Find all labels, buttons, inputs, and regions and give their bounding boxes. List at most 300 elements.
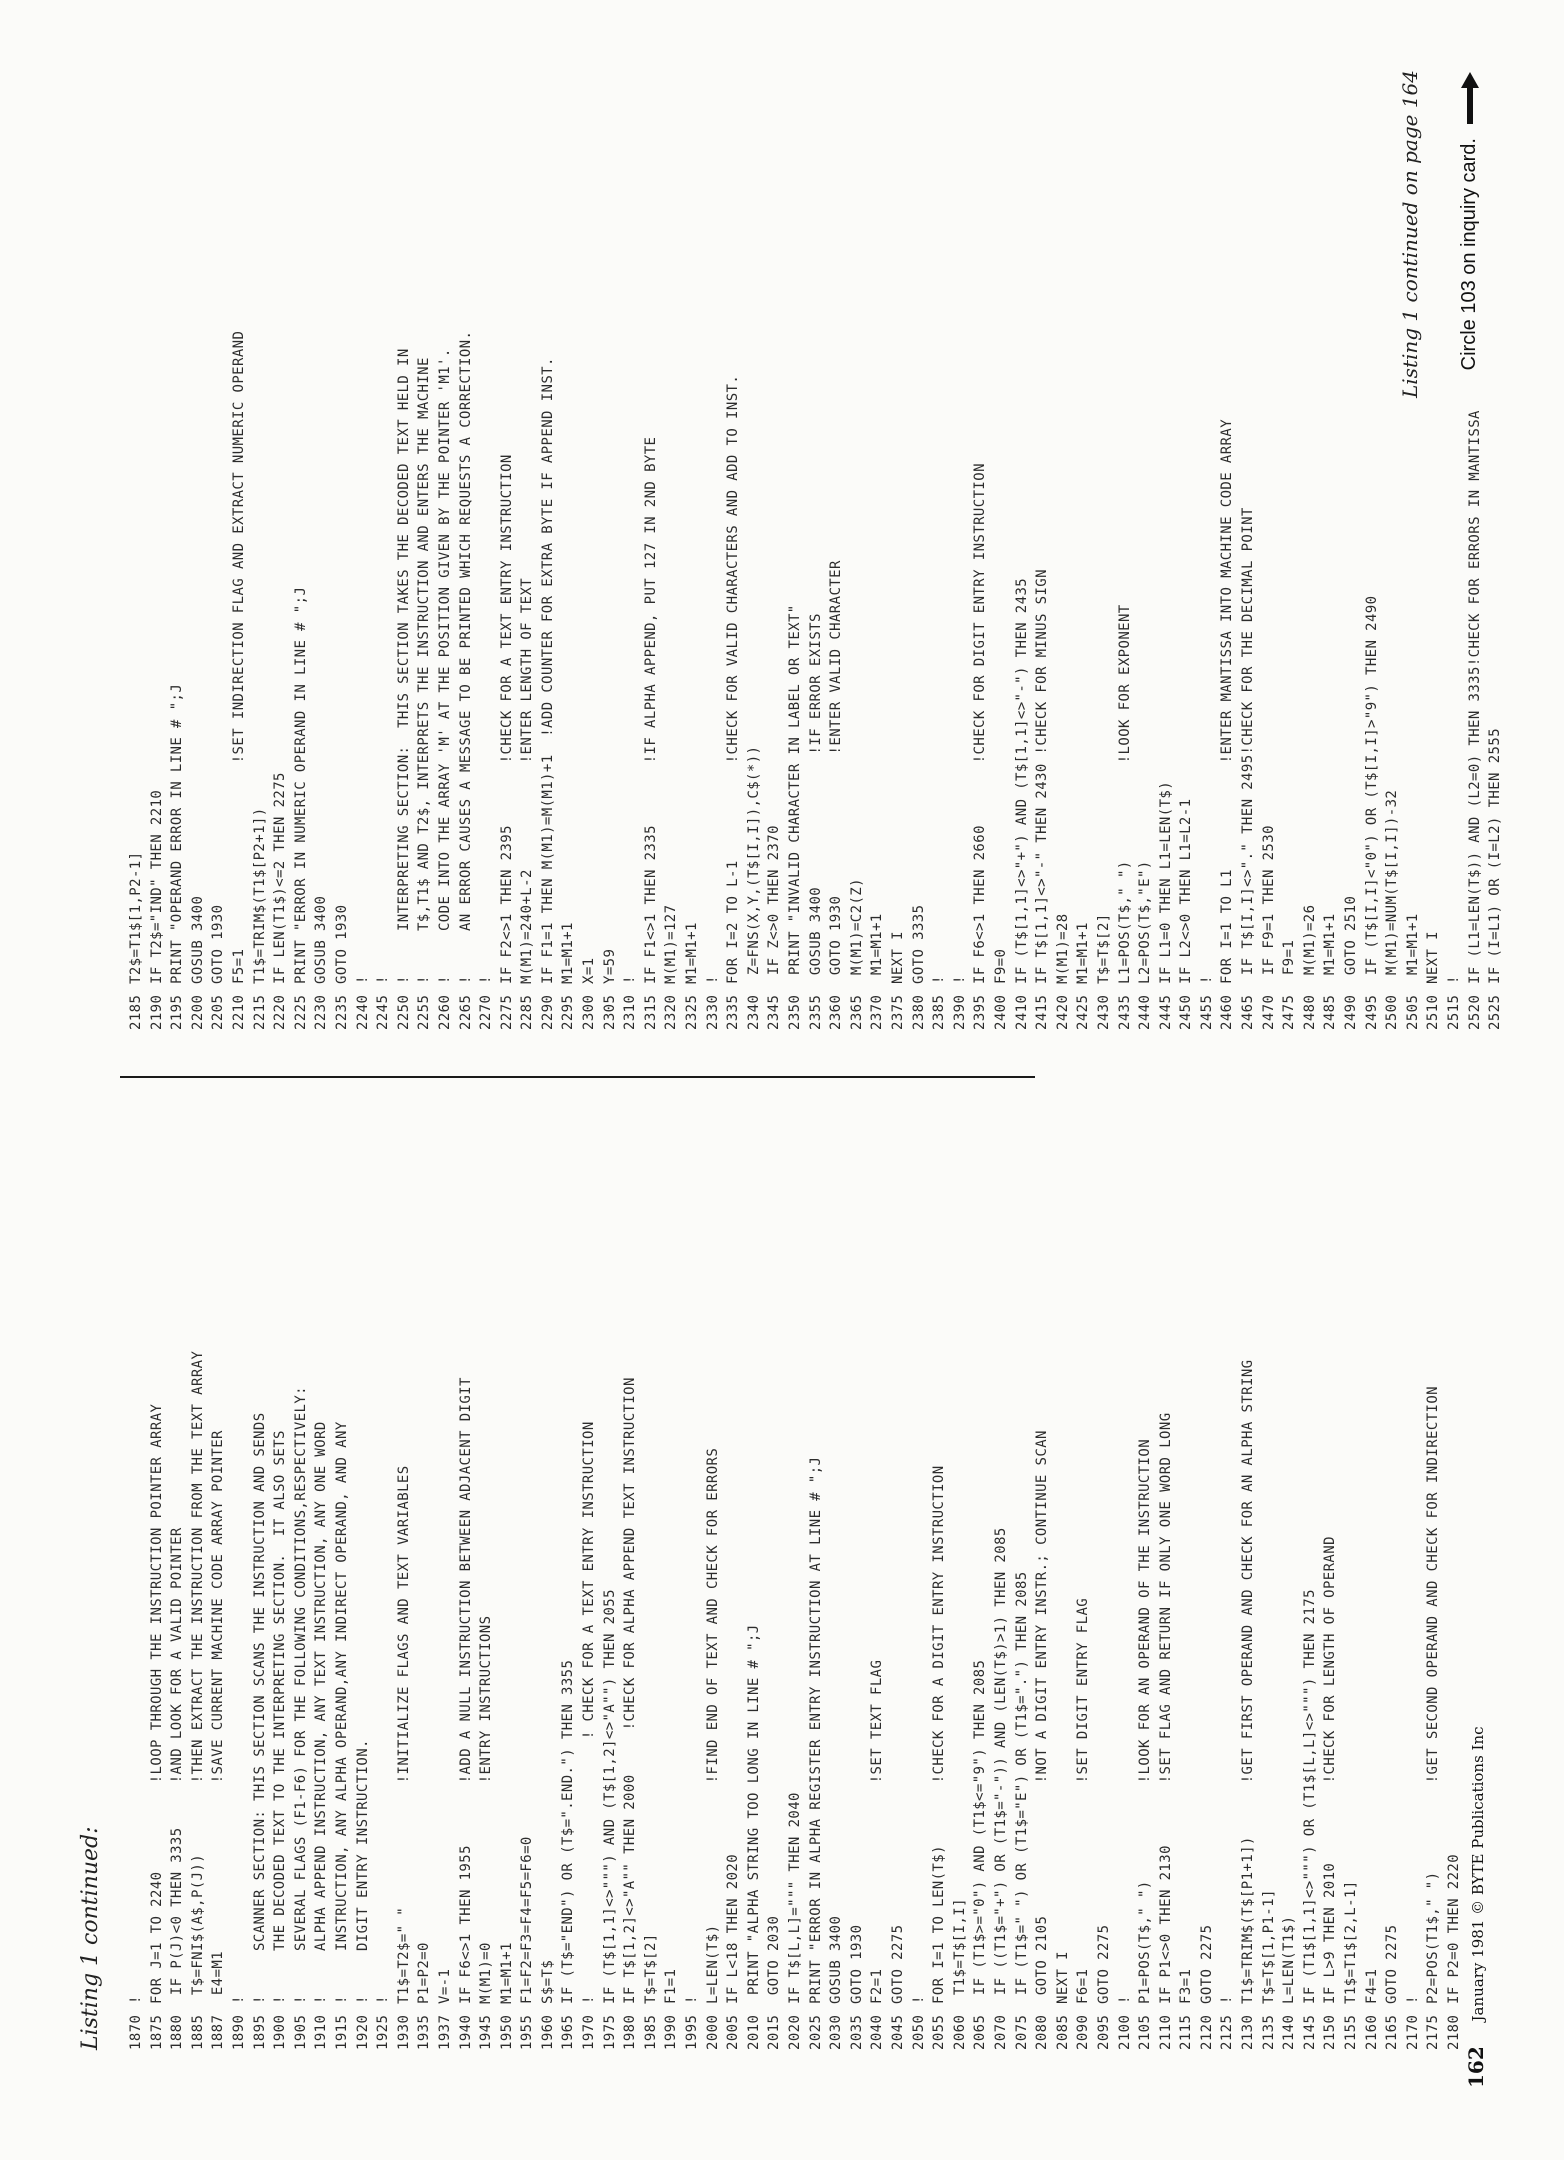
code-text: IF P(J)<0 THEN 3335 !AND LOOK FOR A VALID POINTER bbox=[169, 1527, 186, 2004]
code-line bbox=[1485, 70, 1506, 1030]
line-number: 2125 bbox=[1219, 2014, 1236, 2050]
code-text: IF T2$="IND" THEN 2210 bbox=[148, 789, 165, 984]
line-number: 2510 bbox=[1425, 994, 1442, 1030]
code-line bbox=[476, 70, 497, 1030]
code-text: M(M1)=NUM(T$[I,I])-32 bbox=[1384, 789, 1401, 984]
code-line bbox=[167, 70, 188, 1030]
code-line bbox=[1073, 1110, 1094, 2050]
line-number: 2110 bbox=[1157, 2014, 1174, 2050]
line-number: 2435 bbox=[1116, 994, 1133, 1030]
code-text: GOTO 2510 bbox=[1343, 895, 1360, 984]
code-line bbox=[826, 1110, 847, 2050]
code-text: GOSUB 3400 bbox=[313, 895, 330, 984]
line-number: 1880 bbox=[169, 2014, 186, 2050]
line-number: 2350 bbox=[787, 994, 803, 1030]
code-line bbox=[332, 1110, 353, 2050]
line-number: 2220 bbox=[272, 994, 289, 1030]
line-number: 2240 bbox=[354, 994, 371, 1030]
code-line bbox=[1094, 70, 1115, 1030]
code-line bbox=[1012, 70, 1033, 1030]
code-line bbox=[435, 1110, 456, 2050]
line-number: 1895 bbox=[251, 2014, 268, 2050]
line-number: 2470 bbox=[1260, 994, 1277, 1030]
code-line bbox=[394, 1110, 415, 2050]
code-text: FOR I=1 TO L1 !ENTER MANTISSA INTO MACHINE CODE ARRAY bbox=[1219, 418, 1236, 984]
line-number: 2230 bbox=[313, 994, 330, 1030]
code-line bbox=[909, 70, 930, 1030]
code-line bbox=[250, 70, 271, 1030]
line-number: 2370 bbox=[869, 994, 886, 1030]
code-line bbox=[579, 1110, 600, 2050]
code-text: GOSUB 3400 bbox=[828, 1915, 845, 2004]
line-number: 2330 bbox=[704, 994, 721, 1030]
code-text: IF (T$[1,1]<>""") AND (T$[1,2]<>"A"") THEN 2055 bbox=[601, 1589, 618, 2004]
line-number: 2005 bbox=[725, 2014, 742, 2050]
line-number: 2495 bbox=[1363, 994, 1380, 1030]
line-number: 2475 bbox=[1281, 994, 1298, 1030]
code-text: ! bbox=[1219, 1995, 1236, 2004]
line-number: 2485 bbox=[1322, 994, 1339, 1030]
code-line bbox=[1341, 1110, 1362, 2050]
code-line bbox=[311, 1110, 332, 2050]
line-number: 2135 bbox=[1260, 2014, 1277, 2050]
code-text: ! bbox=[375, 1995, 392, 2004]
code-text: IF (T$[I,I]<"0") OR (T$[I,I]>"9") THEN 2490 bbox=[1363, 595, 1380, 984]
line-number: 1965 bbox=[560, 2014, 577, 2050]
code-text: F9=1 bbox=[1281, 939, 1298, 984]
listing-header: Listing 1 continued: bbox=[78, 1826, 103, 2050]
code-text: X=1 bbox=[581, 957, 598, 984]
code-text: ! bbox=[375, 975, 392, 984]
code-line bbox=[723, 70, 744, 1030]
code-text: ! bbox=[1446, 975, 1462, 984]
code-text: F2=1 !SET TEXT FLAG bbox=[869, 1659, 886, 2004]
code-text: IF F6<>1 THEN 1955 !ADD A NULL INSTRUCTION BETWEEN ADJACENT DIGIT bbox=[457, 1377, 474, 2004]
code-text: GOTO 2030 bbox=[766, 1915, 783, 2004]
line-number: 2265 bbox=[457, 994, 474, 1030]
line-number: 2160 bbox=[1363, 2014, 1380, 2050]
code-line bbox=[188, 1110, 209, 2050]
code-line bbox=[497, 1110, 518, 2050]
code-text: PRINT "OPERAND ERROR IN LINE # ";J bbox=[169, 683, 186, 984]
code-line bbox=[1382, 1110, 1403, 2050]
code-line bbox=[1053, 70, 1074, 1030]
code-text: IF F2<>1 THEN 2395 !CHECK FOR A TEXT ENTRY INSTRUCTION bbox=[498, 454, 515, 984]
line-number: 2425 bbox=[1075, 994, 1092, 1030]
code-line bbox=[291, 70, 312, 1030]
code-line bbox=[1032, 1110, 1053, 2050]
code-line bbox=[847, 70, 868, 1030]
code-text: T$=T$[1,P1-1] bbox=[1260, 1889, 1277, 2004]
code-text: IF ((T1$="+") OR (T1$="-")) AND (LEN(T$)>1) THEN 2085 bbox=[992, 1527, 1009, 2004]
line-number: 1975 bbox=[601, 2014, 618, 2050]
code-text: T1$=T2$=" " !INITIALIZE FLAGS AND TEXT VARIABLES bbox=[395, 1465, 412, 2004]
line-number: 2040 bbox=[869, 2014, 886, 2050]
code-text: ! bbox=[622, 975, 639, 984]
code-text: IF F1<>1 THEN 2335 !IF ALPHA APPEND, PUT 127 IN 2ND BYTE bbox=[642, 436, 659, 984]
code-line bbox=[1197, 70, 1218, 1030]
code-text: F1=F2=F3=F4=F5=F6=0 bbox=[519, 1836, 536, 2004]
code-text: ! bbox=[478, 975, 495, 984]
code-line bbox=[373, 70, 394, 1030]
line-number: 2090 bbox=[1075, 2014, 1092, 2050]
code-line bbox=[1217, 1110, 1238, 2050]
line-number: 2310 bbox=[622, 994, 639, 1030]
code-text: FOR J=1 TO 2240 !LOOP THROUGH THE INSTRUCTION POINTER ARRAY bbox=[148, 1403, 165, 2004]
code-line bbox=[929, 1110, 950, 2050]
code-line bbox=[806, 1110, 827, 2050]
arrow-right-icon bbox=[1463, 72, 1477, 124]
code-text: M(M1)=0 !ENTRY INSTRUCTIONS bbox=[478, 1615, 495, 2004]
code-text: T2$=T1$[1,P2-1] bbox=[128, 851, 144, 984]
code-text: T1$=T1$[2,L-1] bbox=[1343, 1880, 1360, 2004]
code-text: Z=FNS(X,Y,(T$[I,I]),C$(*)) bbox=[745, 745, 762, 984]
code-text: F9=0 bbox=[992, 948, 1009, 984]
column-divider bbox=[120, 1076, 1035, 1078]
code-line bbox=[270, 70, 291, 1030]
code-text: ! bbox=[1198, 975, 1215, 984]
code-line bbox=[950, 70, 971, 1030]
code-line bbox=[764, 1110, 785, 2050]
code-line bbox=[456, 70, 477, 1030]
code-line bbox=[970, 1110, 991, 2050]
code-text: GOTO 3335 bbox=[910, 904, 927, 984]
code-text: IF L<18 THEN 2020 bbox=[725, 1853, 742, 2004]
code-line bbox=[929, 70, 950, 1030]
code-line bbox=[703, 70, 724, 1030]
code-text: M1=M1+1 bbox=[1075, 922, 1092, 984]
line-number: 2245 bbox=[375, 994, 392, 1030]
code-text: ! T$,T1$ AND T2$, INTERPRETS THE INSTRUCTION AND ENTERS THE MACHINE bbox=[416, 357, 433, 984]
code-line bbox=[847, 1110, 868, 2050]
code-line bbox=[600, 70, 621, 1030]
code-text: IF T$[I,I]<>"." THEN 2495!CHECK FOR THE DECIMAL POINT bbox=[1240, 507, 1257, 984]
line-number: 2290 bbox=[539, 994, 556, 1030]
code-line bbox=[1362, 70, 1383, 1030]
line-number: 2050 bbox=[910, 2014, 927, 2050]
code-line bbox=[126, 70, 147, 1030]
code-line bbox=[1032, 70, 1053, 1030]
line-number: 2440 bbox=[1137, 994, 1154, 1030]
code-line bbox=[517, 1110, 538, 2050]
line-number: 2045 bbox=[889, 2014, 906, 2050]
code-line bbox=[1135, 1110, 1156, 2050]
code-text: M(M1)=28 bbox=[1054, 913, 1071, 984]
code-line bbox=[1423, 1110, 1444, 2050]
line-number: 2155 bbox=[1343, 2014, 1360, 2050]
line-number: 2305 bbox=[601, 994, 618, 1030]
publication-info: January 1981 © BYTE Publications Inc bbox=[1469, 1726, 1487, 2022]
line-number: 1955 bbox=[519, 2014, 536, 2050]
line-number: 2345 bbox=[766, 994, 783, 1030]
code-line bbox=[311, 70, 332, 1030]
line-number: 2325 bbox=[684, 994, 701, 1030]
code-text: IF L1=0 THEN L1=LEN(T$) bbox=[1157, 780, 1174, 984]
code-line bbox=[641, 1110, 662, 2050]
line-number: 2260 bbox=[436, 994, 453, 1030]
line-number: 1885 bbox=[189, 2014, 206, 2050]
line-number: 2520 bbox=[1466, 994, 1483, 1030]
code-text: L1=POS(T$," ") !LOOK FOR EXPONENT bbox=[1116, 604, 1133, 984]
code-text: FOR I=2 TO L-1 !CHECK FOR VALID CHARACTERS AND ADD TO INST. bbox=[725, 374, 742, 984]
line-number: 2395 bbox=[972, 994, 989, 1030]
line-number: 2355 bbox=[807, 994, 824, 1030]
code-line bbox=[1197, 1110, 1218, 2050]
code-text: GOTO 2275 bbox=[1384, 1924, 1401, 2004]
code-line bbox=[764, 70, 785, 1030]
code-text: ! SCANNER SECTION: THIS SECTION SCANS THE INSTRUCTION AND SENDS bbox=[251, 1412, 268, 2004]
line-number: 1925 bbox=[375, 2014, 392, 2050]
code-line bbox=[991, 70, 1012, 1030]
code-text: FOR I=1 TO LEN(T$) !CHECK FOR A DIGIT ENTRY INSTRUCTION bbox=[931, 1465, 948, 2004]
line-number: 2105 bbox=[1137, 2014, 1154, 2050]
line-number: 1875 bbox=[148, 2014, 165, 2050]
code-line bbox=[1053, 1110, 1074, 2050]
code-text: P1=P2=0 bbox=[416, 1942, 433, 2004]
code-text: M1=M1+1 bbox=[1322, 913, 1339, 984]
code-line bbox=[353, 1110, 374, 2050]
line-number: 2465 bbox=[1240, 994, 1257, 1030]
line-number: 2080 bbox=[1034, 2014, 1051, 2050]
code-line bbox=[497, 70, 518, 1030]
code-line bbox=[1238, 1110, 1259, 2050]
code-text: IF P2=0 THEN 2220 bbox=[1446, 1853, 1462, 2004]
line-number: 2180 bbox=[1446, 2014, 1462, 2050]
code-line bbox=[641, 70, 662, 1030]
code-text: M1=M1+1 bbox=[498, 1942, 515, 2004]
code-text: IF F1=1 THEN M(M1)=M(M1)+1 !ADD COUNTER FOR EXTRA BYTE IF APPEND INST. bbox=[539, 357, 556, 984]
code-line bbox=[147, 70, 168, 1030]
code-line bbox=[867, 1110, 888, 2050]
line-number: 2255 bbox=[416, 994, 433, 1030]
code-line bbox=[1259, 70, 1280, 1030]
code-listing-left bbox=[126, 1110, 1465, 2050]
code-text: ! bbox=[354, 975, 371, 984]
code-line bbox=[744, 1110, 765, 2050]
line-number: 2175 bbox=[1425, 2014, 1442, 2050]
code-line bbox=[600, 1110, 621, 2050]
line-number: 2505 bbox=[1404, 994, 1421, 1030]
code-line bbox=[661, 70, 682, 1030]
code-text: GOTO 1930 bbox=[210, 904, 227, 984]
code-text: IF (T1$[1,1]<>""") OR (T1$[L,L]<>""") THEN 2175 bbox=[1301, 1589, 1318, 2004]
code-line bbox=[950, 1110, 971, 2050]
code-text: IF F9=1 THEN 2530 bbox=[1260, 825, 1277, 984]
inquiry-text: Circle 103 on inquiry card. bbox=[1458, 138, 1480, 371]
line-number: 2460 bbox=[1219, 994, 1236, 1030]
line-number: 2215 bbox=[251, 994, 268, 1030]
code-line bbox=[208, 70, 229, 1030]
code-line bbox=[167, 1110, 188, 2050]
line-number: 1905 bbox=[292, 2014, 309, 2050]
code-text: IF T$[L,L]=""" THEN 2040 bbox=[787, 1792, 803, 2004]
line-number: 1990 bbox=[663, 2014, 680, 2050]
code-line bbox=[970, 70, 991, 1030]
line-number: 2385 bbox=[931, 994, 948, 1030]
code-text: PRINT "ERROR IN NUMERIC OPERAND IN LINE # ";J bbox=[292, 586, 309, 984]
code-line bbox=[1115, 1110, 1136, 2050]
code-text: T1$=TRIM$(T$[P1+1]) !GET FIRST OPERAND AND CHECK FOR AN ALPHA STRING bbox=[1240, 1359, 1257, 2004]
code-text: V=-1 bbox=[436, 1968, 453, 2004]
code-text: L=LEN(T1$) bbox=[1281, 1915, 1298, 2004]
line-number: 2115 bbox=[1178, 2014, 1195, 2050]
line-number: 2145 bbox=[1301, 2014, 1318, 2050]
code-line bbox=[1279, 70, 1300, 1030]
line-number: 1940 bbox=[457, 2014, 474, 2050]
line-number: 2085 bbox=[1054, 2014, 1071, 2050]
code-text: IF F6<>1 THEN 2660 !CHECK FOR DIGIT ENTRY INSTRUCTION bbox=[972, 463, 989, 984]
code-line bbox=[1156, 70, 1177, 1030]
code-line bbox=[558, 70, 579, 1030]
code-text: T$=FNI$(A$,P(J)) !THEN EXTRACT THE INSTRUCTION FROM THE TEXT ARRAY bbox=[189, 1350, 206, 2004]
code-text: ! bbox=[910, 1995, 927, 2004]
code-line bbox=[476, 1110, 497, 2050]
line-number: 2390 bbox=[951, 994, 968, 1030]
line-number: 2420 bbox=[1054, 994, 1071, 1030]
code-text: NEXT I bbox=[1054, 1951, 1071, 2004]
code-line bbox=[744, 70, 765, 1030]
code-text: GOTO 2275 bbox=[889, 1924, 906, 2004]
code-text: IF (T$[1,1]<>"+") AND (T$[1,1]<>"-") THEN 2435 bbox=[1013, 577, 1030, 984]
code-text: IF T$[1,2]<>"A"" THEN 2000 !CHECK FOR ALPHA APPEND TEXT INSTRUCTION bbox=[622, 1377, 639, 2004]
line-number: 2020 bbox=[787, 2014, 803, 2050]
line-number: 2300 bbox=[581, 994, 598, 1030]
code-text: M1=M1+1 bbox=[869, 913, 886, 984]
code-line bbox=[1341, 70, 1362, 1030]
code-text: ! ALPHA APPEND INSTRUCTION, ANY TEXT INSTRUCTION, ANY ONE WORD bbox=[313, 1421, 330, 2004]
continued-note: Listing 1 continued on page 164 bbox=[1398, 70, 1422, 398]
code-text: T$=T$[2] bbox=[642, 1933, 659, 2004]
line-number: 1980 bbox=[622, 2014, 639, 2050]
code-line bbox=[1176, 1110, 1197, 2050]
code-line bbox=[1238, 70, 1259, 1030]
code-text: F3=1 bbox=[1178, 1968, 1195, 2004]
line-number: 1930 bbox=[395, 2014, 412, 2050]
code-text: M1=M1+1 bbox=[1404, 913, 1421, 984]
code-line bbox=[1115, 70, 1136, 1030]
line-number: 1915 bbox=[333, 2014, 350, 2050]
code-text: S$=T$ bbox=[539, 1959, 556, 2004]
code-text: P1=POS(T$," ") !LOOK FOR AN OPERAND OF THE INSTRUCTION bbox=[1137, 1438, 1154, 2004]
code-line bbox=[332, 70, 353, 1030]
code-line bbox=[1073, 70, 1094, 1030]
code-line bbox=[1403, 1110, 1424, 2050]
line-number: 1970 bbox=[581, 2014, 598, 2050]
code-line bbox=[126, 1110, 147, 2050]
code-text: ! INSTRUCTION, ANY ALPHA OPERAND,ANY INDIRECT OPERAND, AND ANY bbox=[333, 1421, 350, 2004]
code-text: T$=T$[2] bbox=[1095, 913, 1112, 984]
code-text: F6=1 !SET DIGIT ENTRY FLAG bbox=[1075, 1597, 1092, 2004]
code-line bbox=[558, 1110, 579, 2050]
code-line bbox=[414, 70, 435, 1030]
line-number: 2360 bbox=[828, 994, 845, 1030]
line-number: 2365 bbox=[848, 994, 865, 1030]
code-line bbox=[1300, 1110, 1321, 2050]
code-text: ! bbox=[128, 1995, 144, 2004]
code-line bbox=[414, 1110, 435, 2050]
line-number: 1937 bbox=[436, 2014, 453, 2050]
line-number: 1950 bbox=[498, 2014, 515, 2050]
code-text: NEXT I bbox=[1425, 931, 1442, 984]
code-line bbox=[806, 70, 827, 1030]
code-text: L2=POS(T$,"E") bbox=[1137, 860, 1154, 984]
code-line bbox=[353, 70, 374, 1030]
line-number: 2195 bbox=[169, 994, 186, 1030]
code-text: M1=M1+1 bbox=[560, 922, 577, 984]
code-line bbox=[270, 1110, 291, 2050]
line-number: 2235 bbox=[333, 994, 350, 1030]
line-number: 2225 bbox=[292, 994, 309, 1030]
line-number: 2455 bbox=[1198, 994, 1215, 1030]
line-number: 2525 bbox=[1487, 994, 1504, 1030]
code-text: IF (T1$>="0") AND (T1$<="9") THEN 2085 bbox=[972, 1659, 989, 2004]
line-number: 1935 bbox=[416, 2014, 433, 2050]
line-number: 2185 bbox=[128, 994, 144, 1030]
code-line bbox=[867, 70, 888, 1030]
code-text: M(M1)=26 bbox=[1301, 904, 1318, 984]
code-text: IF (L1=LEN(T$)) AND (L2=0) THEN 3335!CHECK FOR ERRORS IN MANTISSA bbox=[1466, 410, 1483, 984]
code-line bbox=[435, 70, 456, 1030]
code-line bbox=[661, 1110, 682, 2050]
code-text: ! bbox=[230, 1995, 247, 2004]
page-footer bbox=[1464, 1726, 1488, 2088]
line-number: 1910 bbox=[313, 2014, 330, 2050]
code-line bbox=[579, 70, 600, 1030]
line-number: 2415 bbox=[1034, 994, 1051, 1030]
code-text: IF L>9 THEN 2010 !CHECK FOR LENGTH OF OPERAND bbox=[1322, 1536, 1339, 2004]
line-number: 2000 bbox=[704, 2014, 721, 2050]
code-text: F5=1 !SET INDIRECTION FLAG AND EXTRACT NUMERIC OPERAND bbox=[230, 330, 247, 984]
code-line bbox=[1279, 1110, 1300, 2050]
code-line bbox=[703, 1110, 724, 2050]
code-text: IF L2<>0 THEN L1=L2-1 bbox=[1178, 798, 1195, 984]
code-line bbox=[147, 1110, 168, 2050]
code-text: PRINT "ALPHA STRING TOO LONG IN LINE # ";J bbox=[745, 1624, 762, 2004]
code-text: GOSUB 3400 bbox=[189, 895, 206, 984]
code-text: P2=POS(T1$," ") !GET SECOND OPERAND AND CHECK FOR INDIRECTION bbox=[1425, 1385, 1442, 2004]
code-text: GOSUB 3400 !IF ERROR EXISTS bbox=[807, 613, 824, 984]
code-text: T1$=TRIM$(T1$[P2+1]) bbox=[251, 807, 268, 984]
code-text: ! bbox=[684, 1995, 701, 2004]
line-number: 2445 bbox=[1157, 994, 1174, 1030]
code-text: Y=59 bbox=[601, 948, 618, 984]
line-number: 2515 bbox=[1446, 994, 1462, 1030]
line-number: 2065 bbox=[972, 2014, 989, 2050]
code-line bbox=[909, 1110, 930, 2050]
code-line bbox=[1300, 70, 1321, 1030]
code-text: GOTO 1930 bbox=[333, 904, 350, 984]
code-text: M1=M1+1 bbox=[684, 922, 701, 984]
code-line bbox=[991, 1110, 1012, 2050]
code-text: M(M1)=127 bbox=[663, 904, 680, 984]
code-text: IF P1<>0 THEN 2130 !SET FLAG AND RETURN IF ONLY ONE WORD LONG bbox=[1157, 1412, 1174, 2004]
line-number: 1960 bbox=[539, 2014, 556, 2050]
code-line bbox=[229, 1110, 250, 2050]
line-number: 2375 bbox=[889, 994, 906, 1030]
code-text: L=LEN(T$) !FIND END OF TEXT AND CHECK FOR ERRORS bbox=[704, 1447, 721, 2004]
code-line bbox=[888, 1110, 909, 2050]
line-number: 2190 bbox=[148, 994, 165, 1030]
code-text: ! DIGIT ENTRY INSTRUCTION. bbox=[354, 1739, 371, 2004]
line-number: 2075 bbox=[1013, 2014, 1030, 2050]
line-number: 2030 bbox=[828, 2014, 845, 2050]
code-text: PRINT "INVALID CHARACTER IN LABEL OR TEXT" bbox=[787, 604, 803, 984]
code-line bbox=[1094, 1110, 1115, 2050]
code-line bbox=[394, 70, 415, 1030]
code-text: ! AN ERROR CAUSES A MESSAGE TO BE PRINTED WHICH REQUESTS A CORRECTION. bbox=[457, 330, 474, 984]
code-line bbox=[538, 70, 559, 1030]
line-number: 1900 bbox=[272, 2014, 289, 2050]
